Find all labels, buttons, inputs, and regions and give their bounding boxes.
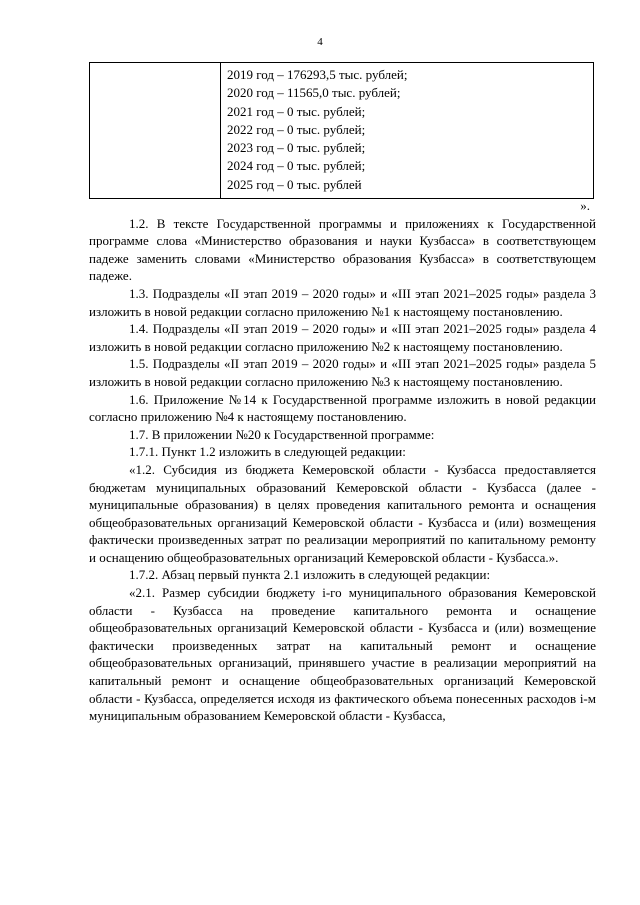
closing-quote: ». bbox=[580, 198, 590, 213]
budget-line-2020: 2020 год – 11565,0 тыс. рублей; bbox=[227, 85, 401, 101]
budget-line-2019: 2019 год – 176293,5 тыс. рублей; bbox=[227, 67, 408, 82]
budget-line-2025: 2025 год – 0 тыс. рублей bbox=[227, 176, 362, 192]
paragraph-1-2: 1.2. В тексте Государственной программы и приложениях к Государственной программе слова «Министерство образования и науки Кузбасса» в соответствующем падеже заменить словами «Министерство образования Кузбасса» в соответствующем падеже. bbox=[89, 215, 596, 284]
paragraph-quoted-1-2: «1.2. Субсидия из бюджета Кемеровской области - Кузбасса предоставляется бюджетам муниципальных образований Кемеровской области - Кузбасса (далее - муниципальные образования) в целях проведения капитального ремонта и оснащения общеобразовательных организаций Кемеровской области - Кузбасса и (или) возмещения фактически произведенных затрат по реализации мероприятий по капитальному ремонту и оснащению общеобразовательных организаций Кемеровской области - Кузбасса.». bbox=[89, 461, 596, 565]
budget-table bbox=[89, 62, 594, 199]
budget-table-lines-cell bbox=[221, 63, 594, 199]
body-text bbox=[89, 197, 596, 725]
paragraph-1-7-1: 1.7.1. Пункт 1.2 изложить в следующей редакции: bbox=[129, 444, 406, 460]
paragraph-1-3: 1.3. Подразделы «II этап 2019 – 2020 годы» и «III этап 2021–2025 годы» раздела 3 изложить в новой редакции согласно приложению №1 к настоящему постановлению. bbox=[89, 285, 596, 319]
paragraph-quoted-2-1: «2.1. Размер субсидии бюджету i-го муниципального образования Кемеровской области - Кузбасса на проведение капитального ремонта и оснащение общеобразовательных организаций Кемеровской области - Кузбасса и (или) возмещение фактически произведенных затрат на капитальный ремонт и оснащение общеобразовательных организаций, принявшего участие в реализации мероприятий на капитальный ремонт и оснащение общеобразовательных организаций Кемеровской области - Кузбасса, определяется исходя из фактического объема понесенных расходов i-м муниципальным образованием Кемеровской области - Кузбасса, bbox=[89, 585, 596, 724]
budget-line-2024: 2024 год – 0 тыс. рублей; bbox=[227, 158, 366, 174]
paragraph-1-6: 1.6. Приложение №14 к Государственной программе изложить в новой редакции согласно приложению №4 к настоящему постановлению. bbox=[89, 391, 596, 425]
paragraph-1-7-2: 1.7.2. Абзац первый пункта 2.1 изложить в следующей редакции: bbox=[129, 567, 491, 583]
budget-table-empty-cell bbox=[90, 63, 221, 199]
budget-line-2021: 2021 год – 0 тыс. рублей; bbox=[227, 103, 366, 119]
paragraph-1-4: 1.4. Подразделы «II этап 2019 – 2020 годы» и «III этап 2021–2025 годы» раздела 4 изложить в новой редакции согласно приложению №2 к настоящему постановлению. bbox=[89, 321, 596, 354]
paragraph-1-5: 1.5. Подразделы «II этап 2019 – 2020 годы» и «III этап 2021–2025 годы» раздела 5 изложить в новой редакции согласно приложению №3 к настоящему постановлению. bbox=[89, 356, 596, 389]
page-number: 4 bbox=[317, 36, 323, 48]
budget-line-2023: 2023 год – 0 тыс. рублей; bbox=[227, 140, 366, 156]
budget-line-2022: 2022 год – 0 тыс. рублей; bbox=[227, 121, 366, 137]
paragraph-1-7: 1.7. В приложении №20 к Государственной программе: bbox=[129, 426, 435, 442]
